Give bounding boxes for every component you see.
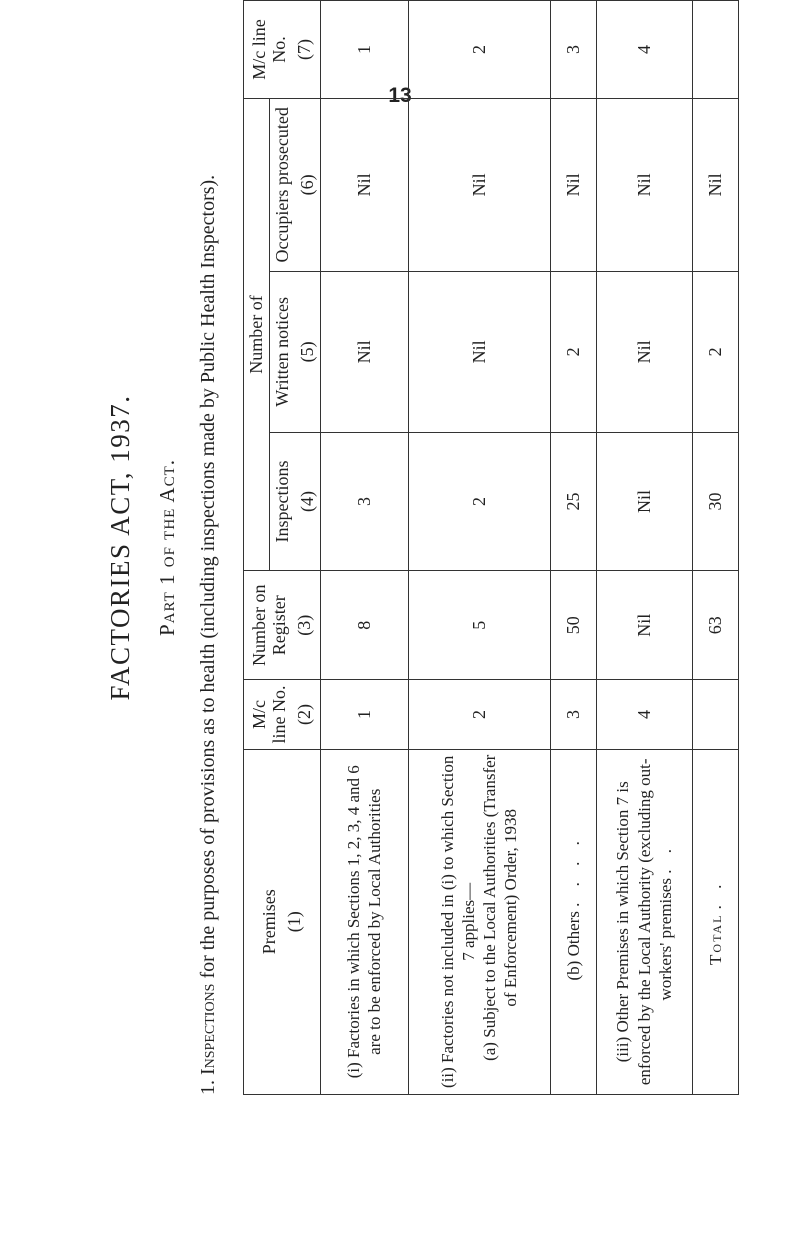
header-inspections: Inspections (4) bbox=[270, 432, 321, 570]
row-inspections: 3 bbox=[320, 432, 408, 570]
row-mc-left: 2 bbox=[408, 680, 550, 749]
row-premises: (iii) Other Premises in which Section 7 is enforced by the Local Authority (excluding out-workers' premises . . bbox=[596, 749, 692, 1094]
row-premises: (ii) Factories not included in (i) to which Section 7 applies— (a) Subject to the Local Authorities (Transfer of Enforcement) Order, 1938 bbox=[408, 749, 550, 1094]
row-register: Nil bbox=[596, 571, 692, 680]
header-number-of: Number of bbox=[244, 98, 270, 570]
total-label-cell: Total . . bbox=[692, 749, 738, 1094]
row-notices: Nil bbox=[320, 271, 408, 432]
total-notices: 2 bbox=[692, 271, 738, 432]
row-prosecuted: Nil bbox=[320, 98, 408, 271]
table-caption bbox=[197, 0, 220, 1095]
table-row bbox=[320, 1, 408, 1095]
row-prosecuted: Nil bbox=[408, 98, 550, 271]
rotated-page-content bbox=[105, 0, 725, 1095]
row-inspections: 2 bbox=[408, 432, 550, 570]
row-register: 8 bbox=[320, 571, 408, 680]
row-premises: (b) Others . . . . bbox=[550, 749, 596, 1094]
row-prosecuted: Nil bbox=[550, 98, 596, 271]
row-register: 50 bbox=[550, 571, 596, 680]
row-mc-right: 2 bbox=[408, 1, 550, 99]
total-mc-right bbox=[692, 1, 738, 99]
row-mc-right: 4 bbox=[596, 1, 692, 99]
header-premises: Premises (1) bbox=[244, 749, 321, 1094]
document-title: FACTORIES ACT, 1937. bbox=[105, 394, 135, 701]
row-notices: Nil bbox=[408, 271, 550, 432]
leader-dots: . . . . bbox=[563, 835, 583, 907]
caption-lead: Inspections bbox=[197, 983, 219, 1075]
row-inspections: 25 bbox=[550, 432, 596, 570]
page-number: 13 bbox=[388, 84, 412, 107]
row-register: 5 bbox=[408, 571, 550, 680]
row-prosecuted: Nil bbox=[596, 98, 692, 271]
row-notices: Nil bbox=[596, 271, 692, 432]
leader-dots: . . bbox=[655, 843, 675, 874]
row-inspections: Nil bbox=[596, 432, 692, 570]
header-row bbox=[244, 1, 270, 1095]
row-mc-left: 4 bbox=[596, 680, 692, 749]
row-mc-left: 3 bbox=[550, 680, 596, 749]
table-row bbox=[408, 1, 550, 1095]
row-notices: 2 bbox=[550, 271, 596, 432]
total-prosecuted: Nil bbox=[692, 98, 738, 271]
header-occupiers-prosecuted: Occupiers prosecuted (6) bbox=[270, 98, 321, 271]
table-row bbox=[550, 1, 596, 1095]
row-mc-right: 3 bbox=[550, 1, 596, 99]
total-register: 63 bbox=[692, 571, 738, 680]
caption-text: for the purposes of provisions as to health (including inspections made by Public Health Inspectors). bbox=[197, 174, 219, 979]
table-row bbox=[596, 1, 692, 1095]
header-written-notices: Written notices (5) bbox=[270, 271, 321, 432]
row-mc-left: 1 bbox=[320, 680, 408, 749]
header-number-on-register: Number on Register (3) bbox=[244, 571, 321, 680]
total-inspections: 30 bbox=[692, 432, 738, 570]
row-premises: (i) Factories in which Sections 1, 2, 3, 4 and 6 are to be enforced by Local Authorities bbox=[320, 749, 408, 1094]
row-mc-right: 1 bbox=[320, 1, 408, 99]
inspections-table bbox=[243, 0, 739, 1095]
total-row bbox=[692, 1, 738, 1095]
total-mc-left bbox=[692, 680, 738, 749]
row-premises-sub: (a) Subject to the Local Authorities (Transfer of Enforcement) Order, 1938 bbox=[480, 754, 521, 1061]
document-subtitle: Part 1 of the Act. bbox=[155, 458, 179, 637]
header-mc-line-right: M/c line No. (7) bbox=[244, 1, 321, 99]
header-mc-line-left: M/c line No. (2) bbox=[244, 680, 321, 749]
caption-number: 1. bbox=[197, 1080, 219, 1095]
